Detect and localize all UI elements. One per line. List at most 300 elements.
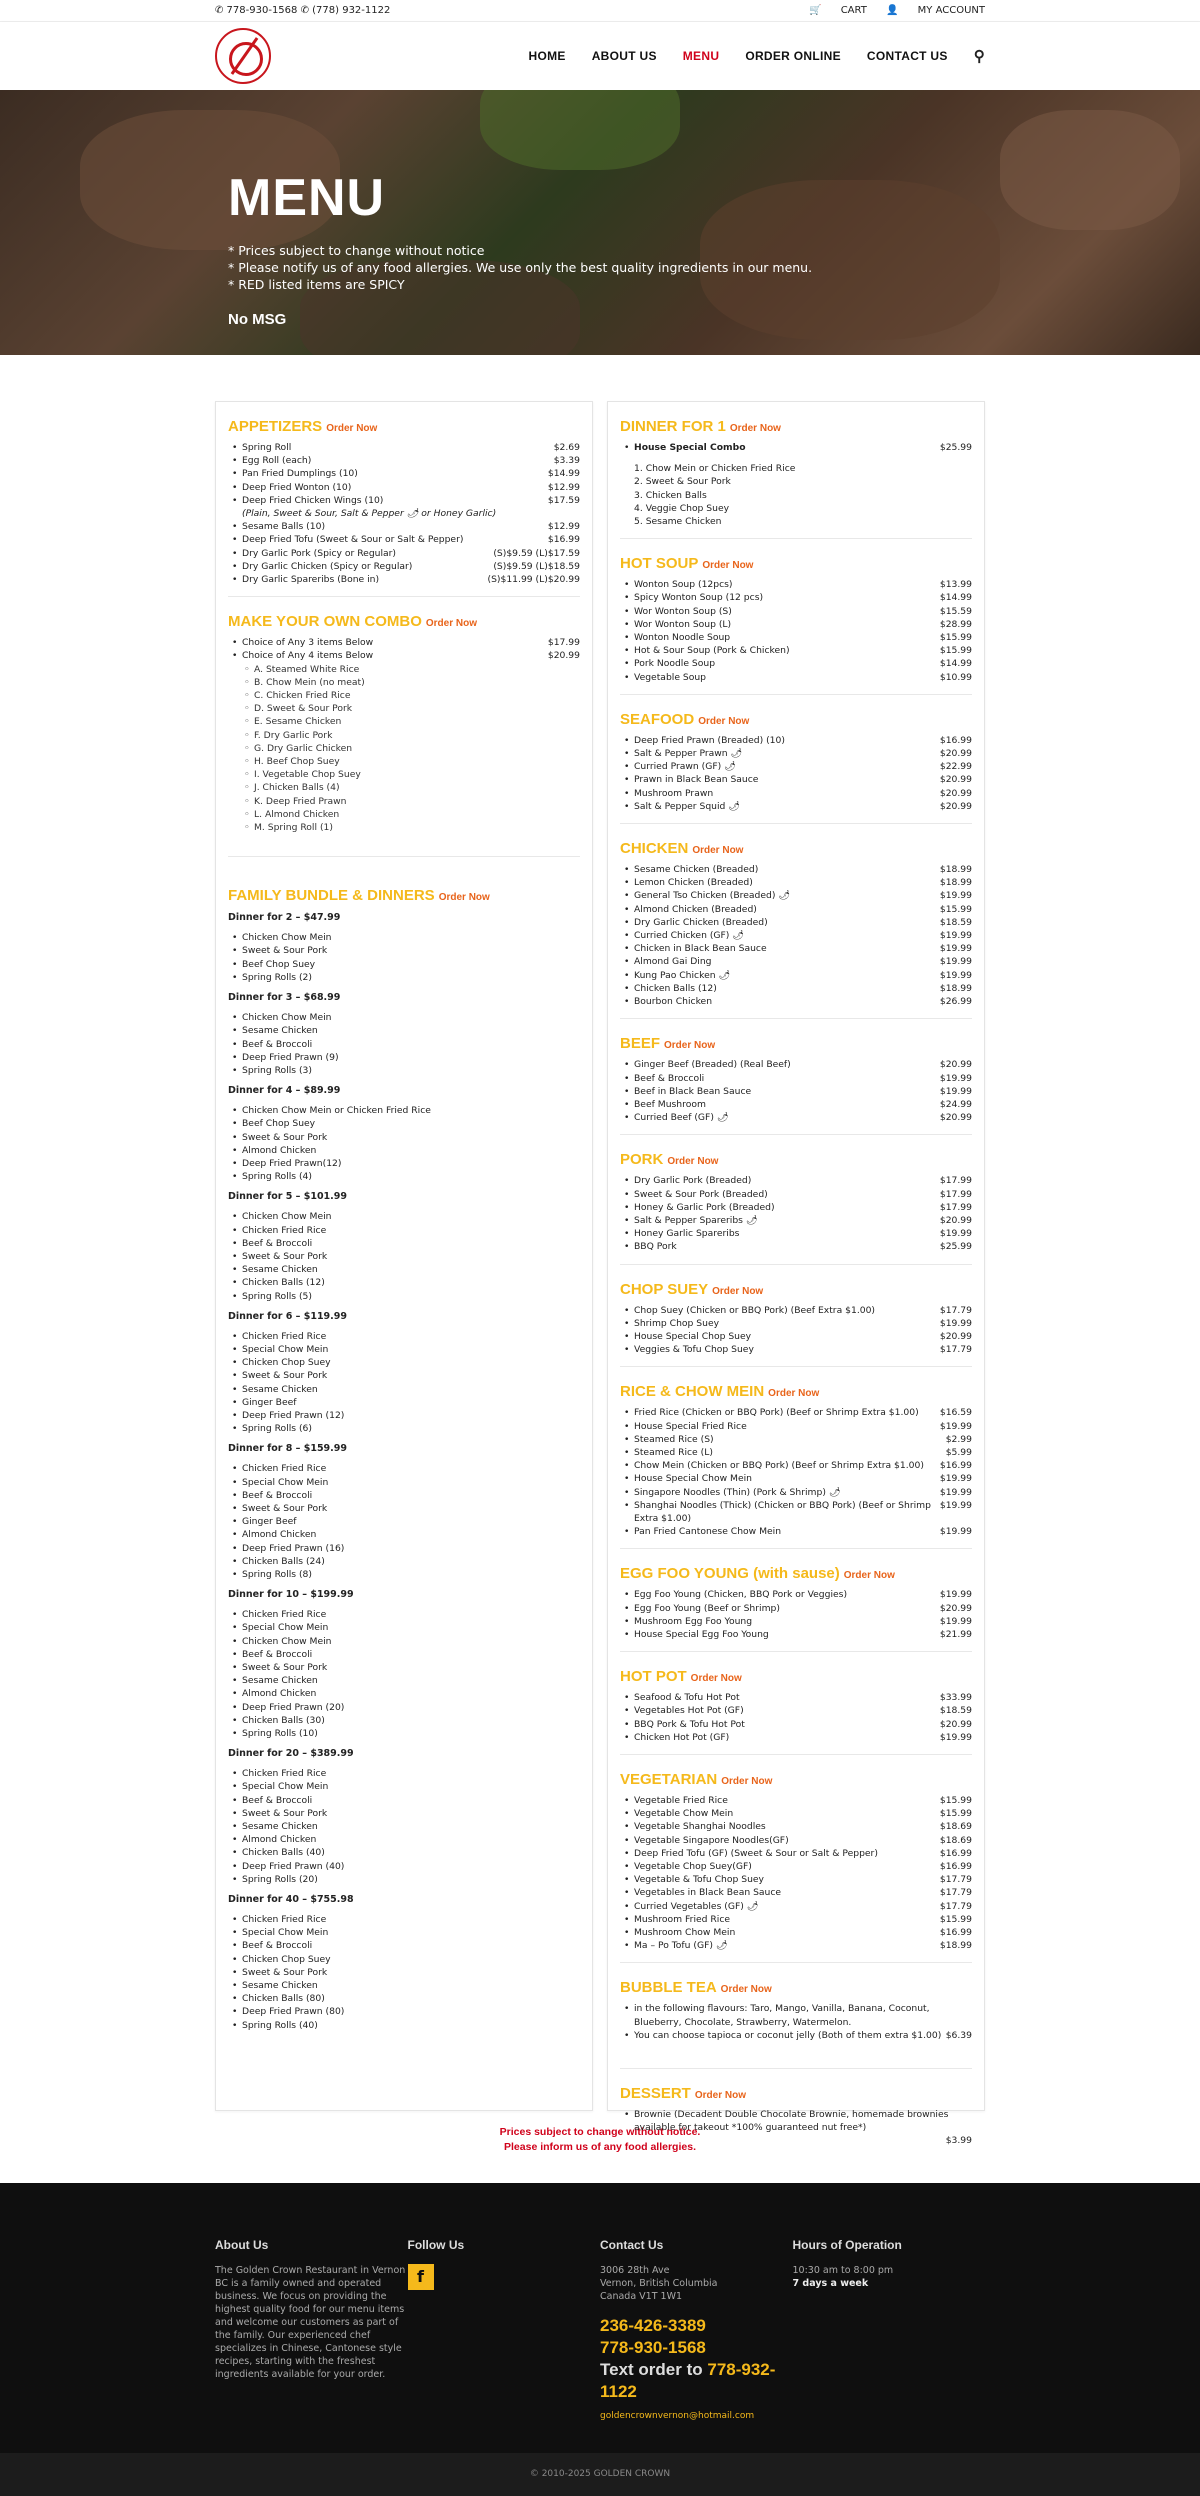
dinner-item: [228, 1542, 580, 1555]
item-name: • Salt & Pepper Spareribs 🌶: [634, 1214, 758, 1226]
combo-choice: [228, 702, 580, 715]
combo-choice: [228, 755, 580, 768]
dinner-item: [228, 1104, 580, 1117]
menu-item: [228, 494, 580, 507]
combo-choice: [228, 808, 580, 821]
dinner-items: [228, 1330, 580, 1436]
dinner-item: [228, 1979, 580, 1992]
menu-item: [620, 2108, 972, 2134]
dinner-item: [228, 1820, 580, 1833]
dinner-items: [228, 1210, 580, 1302]
dinner-item-name: • Sweet & Sour Pork: [242, 1502, 328, 1514]
menu-item: [620, 657, 972, 670]
order-now-link[interactable]: Order Now: [692, 845, 744, 857]
dinner-item: [228, 1860, 580, 1873]
item-name: • Vegetable Chow Mein: [634, 1808, 734, 1820]
order-now-link[interactable]: Order Now: [729, 423, 781, 434]
item-price: $20.99: [939, 1112, 972, 1124]
phone-1[interactable]: 236-426-3389: [600, 2316, 706, 2335]
dinner-item-name: • Beef & Broccoli: [242, 1940, 313, 1952]
item-price: $18.59: [939, 916, 972, 928]
item-price: $16.99: [939, 1861, 972, 1873]
item-name: • Chow Mein (Chicken or BBQ Pork) (Beef or Shrimp Extra $1.00): [634, 1460, 924, 1472]
item-name: • Mushroom Chow Mein: [634, 1927, 736, 1939]
dinner-item: [228, 1873, 580, 1886]
item-name: • House Special Combo: [634, 442, 746, 453]
order-now-link[interactable]: Order Now: [326, 423, 378, 434]
order-now-link[interactable]: Order Now: [720, 1984, 772, 1996]
menu-item: [620, 618, 972, 631]
nav-about[interactable]: ABOUT US: [591, 49, 657, 63]
item-name: • Dry Garlic Chicken (Breaded): [634, 916, 768, 928]
section-heading: [620, 1281, 972, 1298]
warning-line-1: Prices subject to change without notice.: [499, 2126, 701, 2138]
choice-label: ◦ J. Chicken Balls (4): [254, 782, 340, 794]
item-name: • in the following flavours: Taro, Mango, Vanilla, Banana, Coconut, Blueberry, Chocolate, Strawberry, Watermelon.: [634, 2003, 930, 2028]
item-name: • Chicken Balls (12): [634, 982, 717, 994]
no-msg-label: No MSG: [228, 311, 287, 328]
dinner-item: [228, 1131, 580, 1144]
item-price: $17.99: [939, 1201, 972, 1213]
item-name: • Kung Pao Chicken 🌶: [634, 969, 731, 981]
allergy-warning: [0, 2125, 1200, 2155]
item-price: $26.99: [939, 996, 972, 1008]
menu-item: [620, 1111, 972, 1124]
dinner-item-name: • Chicken Fried Rice: [242, 1609, 327, 1621]
dinner-item-name: • Special Chow Mein: [242, 1927, 329, 1939]
menu-item: [620, 734, 972, 747]
combo-choice: [228, 795, 580, 808]
numbered-item: 4. Veggie Chop Suey: [634, 502, 730, 514]
menu-item: [620, 1900, 972, 1913]
menu-item: [228, 467, 580, 480]
menu-item: [228, 520, 580, 533]
item-name: • Bourbon Chicken: [634, 996, 713, 1008]
phone-2[interactable]: 778-930-1568: [600, 2338, 706, 2357]
address-line-1: 3006 28th Ave: [600, 2265, 670, 2276]
section-heading: [228, 418, 580, 435]
dinner-item: [228, 1939, 580, 1952]
menu-item: [620, 1072, 972, 1085]
dinner-item-name: • Spring Rolls (20): [242, 1873, 318, 1885]
section-heading: [228, 613, 580, 630]
dinner-item-name: • Spring Rolls (2): [242, 971, 312, 983]
menu-item: [620, 1174, 972, 1187]
item-price: $17.79: [939, 1887, 972, 1899]
dinner-item-name: • Spring Rolls (3): [242, 1064, 312, 1076]
dinner-items: [228, 1011, 580, 1077]
dinner-item: [228, 1024, 580, 1037]
item-price: $20.99: [939, 1718, 972, 1730]
numbered-item-name: Veggie Chop Suey: [645, 502, 730, 514]
item-price: $10.99: [939, 671, 972, 683]
dinner-item: [228, 1396, 580, 1409]
section-heading: [620, 1771, 972, 1788]
item-price: $16.59: [939, 1407, 972, 1419]
order-now-link[interactable]: Order Now: [664, 1040, 716, 1052]
dinner-item: [228, 1290, 580, 1303]
restaurant-logo[interactable]: [215, 28, 271, 84]
dinner-item: [228, 1555, 580, 1568]
item-name: • Dry Garlic Pork (Breaded): [634, 1175, 752, 1187]
section-title: VEGETARIAN: [620, 1771, 718, 1788]
account-link[interactable]: 👤 MY ACCOUNT: [886, 5, 985, 16]
search-icon[interactable]: ⚲: [973, 48, 985, 65]
dinner-item: [228, 1846, 580, 1859]
menu-item: [620, 982, 972, 995]
menu-item: [620, 605, 972, 618]
item-name: • Seafood & Tofu Hot Pot: [634, 1692, 740, 1704]
nav-order-online[interactable]: ORDER ONLINE: [745, 49, 841, 63]
menu-item: [620, 995, 972, 1008]
item-name: • Deep Fried Tofu (GF) (Sweet & Sour or Salt & Pepper): [634, 1847, 878, 1859]
menu-section: [620, 2085, 972, 2158]
order-now-link[interactable]: Order Now: [702, 560, 754, 572]
dinner-item: [228, 1992, 580, 2005]
footer-about-heading: About Us: [215, 2238, 269, 2252]
footer-hours: [793, 2238, 986, 2453]
item-price: $13.99: [939, 579, 972, 591]
item-name: • Deep Fried Tofu (Sweet & Sour or Salt & Pepper): [242, 534, 464, 546]
footer-about: [215, 2238, 408, 2453]
item-name: • Sesame Balls (10): [242, 521, 326, 533]
item-name: • Steamed Rice (L): [634, 1446, 713, 1458]
dinner-title: Dinner for 3 – $68.99: [228, 992, 341, 1004]
dinner-item: [228, 1038, 580, 1051]
menu-item: [620, 955, 972, 968]
choice-label: ◦ I. Vegetable Chop Suey: [254, 769, 361, 781]
dinner-item-name: • Special Chow Mein: [242, 1781, 329, 1793]
menu-item: [620, 1886, 972, 1899]
address-line-3: Canada V1T 1W1: [600, 2291, 683, 2302]
dinner-item-name: • Deep Fried Prawn (40): [242, 1860, 345, 1872]
numbered-item: 5. Sesame Chicken: [634, 516, 722, 528]
footer-follow-heading: Follow Us: [407, 2238, 465, 2252]
menu-item: [620, 1058, 972, 1071]
email-link[interactable]: goldencrownvernon@hotmail.com: [600, 2411, 755, 2421]
item-name: • Wonton Noodle Soup: [634, 632, 731, 644]
dinner-item-name: • Chicken Balls (30): [242, 1714, 325, 1726]
item-price: $19.99: [939, 1526, 972, 1538]
footer-contact: [600, 2238, 793, 2453]
item-price: $19.99: [939, 943, 972, 955]
menu-item: [228, 547, 580, 560]
item-name: • Almond Chicken (Breaded): [634, 903, 757, 915]
combo-choice: [228, 781, 580, 794]
order-now-link[interactable]: Order Now: [667, 1156, 719, 1168]
dinner-item-name: • Ginger Beef: [242, 1396, 297, 1408]
hours-time: 10:30 am to 8:00 pm: [792, 2265, 894, 2276]
footer: [0, 2183, 1200, 2453]
item-price: $19.99: [939, 1486, 972, 1498]
item-name: • Sesame Chicken (Breaded): [634, 864, 759, 876]
dinner-item-name: • Chicken Fried Rice: [242, 1330, 327, 1342]
dinner-item: [228, 1117, 580, 1130]
section-title: FAMILY BUNDLE & DINNERS: [228, 887, 435, 905]
menu-item: [620, 1602, 972, 1615]
menu-item: [228, 454, 580, 467]
item-name: • Vegetable Singapore Noodles(GF): [634, 1834, 789, 1846]
dinner-item-name: • Spring Rolls (8): [242, 1569, 312, 1580]
dinner-item: [228, 1369, 580, 1382]
phone-3[interactable]: 778-932-1122: [600, 2360, 776, 2401]
copyright-bar: [0, 2453, 1200, 2496]
menu-item: [620, 1588, 972, 1601]
section-heading: [620, 1668, 972, 1685]
dinner-item-name: • Special Chow Mein: [242, 1476, 329, 1488]
nav-links: [502, 47, 985, 65]
item-price: $20.99: [939, 800, 972, 812]
hero-note-2: * Please notify us of any food allergies. We use only the best quality ingredients in our menu.: [228, 260, 813, 275]
item-price: $19.99: [939, 969, 972, 981]
item-name: • Ginger Beef (Breaded) (Real Beef): [634, 1059, 791, 1071]
numbered-item-name: Sesame Chicken: [645, 516, 722, 528]
order-now-link[interactable]: Order Now: [768, 1388, 820, 1400]
nav-menu[interactable]: MENU: [682, 49, 720, 63]
item-price: $16.99: [939, 734, 972, 746]
menu-item: [620, 1446, 972, 1459]
dinner-item: [228, 1635, 580, 1648]
item-price: $17.99: [547, 637, 580, 649]
item-name: • Dry Garlic Pork (Spicy or Regular): [242, 547, 397, 559]
dinner-title: Dinner for 6 – $119.99: [228, 1310, 348, 1322]
section-title: DINNER FOR 1: [620, 418, 726, 435]
menu-item: [620, 1691, 972, 1704]
menu-section: [620, 1668, 972, 1755]
item-name: • Vegetable Soup: [634, 671, 707, 683]
dinner-item: [228, 1462, 580, 1475]
item-price: $20.99: [939, 1214, 972, 1226]
dinner-item-name: • Beef & Broccoli: [242, 1237, 313, 1249]
item-price: $15.99: [939, 1913, 972, 1925]
dinner-title: Dinner for 2 – $47.99: [228, 912, 341, 924]
menu-section: [620, 840, 972, 1019]
item-price: $20.99: [939, 774, 972, 786]
menu-item: [620, 1459, 972, 1472]
item-name: • Mushroom Fried Rice: [634, 1913, 731, 1925]
numbered-item-name: Chow Mein or Chicken Fried Rice: [645, 463, 796, 475]
menu-item: [620, 1472, 972, 1485]
order-now-link[interactable]: Order Now: [438, 892, 490, 904]
section-title: HOT SOUP: [620, 555, 699, 573]
dinner-item: [228, 971, 580, 984]
menu-item: [620, 1420, 972, 1433]
item-name: • Vegetable & Tofu Chop Suey: [634, 1874, 764, 1886]
menu-item: [620, 1834, 972, 1847]
dinner-item-name: • Almond Chicken: [242, 1834, 317, 1846]
text-order-line: [600, 2359, 793, 2403]
phone-numbers[interactable]: ✆ 778-930-1568 ✆ (778) 932-1122: [215, 5, 391, 16]
menu-item: [620, 1188, 972, 1201]
item-name: • Vegetable Fried Rice: [634, 1795, 728, 1806]
menu-item: [620, 1615, 972, 1628]
combo-choice: [228, 742, 580, 755]
item-name: • House Special Chop Suey: [634, 1330, 752, 1342]
item-price: $22.99: [939, 761, 972, 773]
dinner-item-name: • Chicken Balls (12): [242, 1277, 325, 1289]
item-price: $33.99: [939, 1692, 972, 1704]
menu-item: [620, 1873, 972, 1886]
item-price: $16.99: [939, 1847, 972, 1859]
dinner-item: [228, 1687, 580, 1700]
item-price: $16.99: [939, 1460, 972, 1472]
order-now-link[interactable]: Order Now: [721, 1776, 773, 1787]
item-price: $18.99: [939, 864, 972, 876]
dinner-title: Dinner for 20 – $389.99: [228, 1748, 354, 1760]
menu-section: [620, 1979, 972, 2069]
menu-item: [620, 2029, 972, 2042]
menu-item: [620, 1939, 972, 1952]
dinner-item-name: • Beef Chop Suey: [242, 958, 316, 970]
order-now-link[interactable]: Order Now: [425, 618, 478, 630]
menu-item: [620, 644, 972, 657]
section-heading: [620, 1565, 972, 1582]
numbered-item: 3. Chicken Balls: [634, 489, 707, 501]
menu-item: [620, 800, 972, 813]
cart-label[interactable]: CART: [840, 5, 867, 16]
dinner-item-name: • Chicken Balls (80): [242, 1993, 325, 2005]
menu-item: [228, 533, 580, 546]
dinner-item: [228, 1276, 580, 1289]
item-price: $19.99: [939, 1228, 972, 1240]
menu-item: [620, 787, 972, 800]
order-now-link[interactable]: Order Now: [690, 1673, 742, 1685]
item-price: $19.99: [939, 1420, 972, 1432]
dinner-title: Dinner for 8 – $159.99: [228, 1443, 348, 1455]
item-name: • You can choose tapioca or coconut jelly (Both of them extra $1.00): [634, 2029, 942, 2041]
dinner-item-name: • Sweet & Sour Pork: [242, 1250, 328, 1262]
menu-item: [620, 1240, 972, 1253]
menu-item: [620, 773, 972, 786]
dinner-item: [228, 958, 580, 971]
item-name: • Dry Garlic Spareribs (Bone in): [242, 574, 380, 586]
section-heading: [620, 1151, 972, 1168]
item-price: $12.99: [547, 481, 580, 493]
item-price: $18.99: [939, 1940, 972, 1952]
combo-choice: [228, 729, 580, 742]
item-name: • Honey Garlic Spareribs: [634, 1228, 740, 1240]
menu-item: [620, 1860, 972, 1873]
section-title: EGG FOO YOUNG (with sause): [620, 1565, 840, 1583]
item-name: • Shanghai Noodles (Thick) (Chicken or BBQ Pork) (Beef or Shrimp Extra $1.00): [634, 1499, 931, 1524]
numbered-item: 1. Chow Mein or Chicken Fried Rice: [634, 463, 796, 475]
top-bar: [0, 0, 1200, 22]
cart-link[interactable]: 🛒 CART: [809, 5, 867, 16]
section-heading: [620, 1383, 972, 1400]
item-name: • Vegetables in Black Bean Sauce: [634, 1887, 782, 1899]
item-name: • Deep Fried Wonton (10): [242, 481, 352, 493]
dinner-item-name: • Beef & Broccoli: [242, 1489, 313, 1501]
dinner-item-name: • Beef Chop Suey: [242, 1118, 316, 1130]
item-name: • Chop Suey (Chicken or BBQ Pork) (Beef Extra $1.00): [634, 1304, 876, 1316]
dinner-item-name: • Chicken Chop Suey: [242, 1357, 331, 1369]
dinner-items: [228, 1913, 580, 2032]
order-now-link[interactable]: Order Now: [694, 2090, 746, 2102]
dinner-item: [228, 1661, 580, 1674]
text-order-label: Text order to: [600, 2360, 703, 2379]
dinner-item: [228, 1926, 580, 1939]
menu-item: [620, 1525, 972, 1538]
item-name: • Egg Foo Young (Chicken, BBQ Pork or Veggies): [634, 1589, 848, 1601]
dinner-item-name: • Sesame Chicken: [242, 1980, 318, 1992]
menu-section: [620, 711, 972, 824]
menu-item: [620, 1317, 972, 1330]
dinner-item-name: • Spring Rolls (40): [242, 2019, 318, 2031]
account-label[interactable]: MY ACCOUNT: [917, 5, 985, 16]
nav-contact[interactable]: CONTACT US: [866, 49, 948, 63]
dinner-item-name: • Chicken Fried Rice: [242, 1768, 327, 1780]
order-now-link[interactable]: Order Now: [698, 715, 750, 727]
warning-line-2: Please inform us of any food allergies.: [504, 2141, 696, 2153]
item-price: $5.99: [945, 1446, 972, 1458]
order-now-link[interactable]: Order Now: [843, 1570, 895, 1582]
menu-section: [620, 1383, 972, 1549]
dinner-title: Dinner for 10 – $199.99: [228, 1589, 354, 1601]
menu-item: [620, 1820, 972, 1833]
combo-choice: [228, 676, 580, 689]
item-name: • Egg Roll (each): [242, 455, 312, 467]
menu-item: [620, 1807, 972, 1820]
item-name: • Deep Fried Prawn (Breaded) (10): [634, 734, 785, 746]
dessert-price: $3.99: [945, 2135, 972, 2147]
dinner-item: [228, 1727, 580, 1740]
menu-item: [620, 863, 972, 876]
menu-item: [620, 903, 972, 916]
dinner-item: [228, 1409, 580, 1422]
dinner-item: [228, 1780, 580, 1793]
item-price: $3.39: [553, 455, 580, 467]
item-name: • Shrimp Chop Suey: [634, 1317, 720, 1329]
item-price: $16.99: [547, 534, 580, 546]
dinner-item: [228, 1011, 580, 1024]
top-links: [793, 5, 985, 16]
menu-item: [620, 1201, 972, 1214]
item-price: $15.99: [939, 645, 972, 657]
footer-hours-heading: Hours of Operation: [792, 2238, 902, 2252]
menu-item: [620, 671, 972, 684]
dinner-item-name: • Sweet & Sour Pork: [242, 1662, 328, 1674]
order-now-link[interactable]: Order Now: [712, 1285, 764, 1297]
item-name: • Sweet & Sour Pork (Breaded): [634, 1188, 768, 1200]
dinner-item-name: • Ginger Beef: [242, 1516, 297, 1528]
item-name: • Veggies & Tofu Chop Suey: [634, 1344, 754, 1356]
section-title: APPETIZERS: [228, 418, 323, 435]
item-price: $2.69: [553, 442, 580, 453]
item-name: • Vegetables Hot Pot (GF): [634, 1705, 744, 1717]
dinner-title: Dinner for 4 – $89.99: [228, 1085, 341, 1097]
item-name: • Beef in Black Bean Sauce: [634, 1085, 752, 1097]
menu-item: [620, 441, 972, 454]
item-name: • General Tso Chicken (Breaded) 🌶: [634, 890, 791, 902]
dinner-item-name: • Sesame Chicken: [242, 1821, 318, 1833]
item-price: $19.99: [939, 1317, 972, 1329]
facebook-icon[interactable]: f: [408, 2264, 434, 2290]
item-price: $14.99: [939, 658, 972, 670]
dessert-price-row: [620, 2134, 972, 2147]
dinner-item-name: • Chicken Chow Mein: [242, 1012, 332, 1024]
item-name: • Lemon Chicken (Breaded): [634, 877, 753, 889]
section-heading: [620, 1979, 972, 1996]
section-heading: [620, 840, 972, 857]
combo-section: [228, 613, 580, 857]
item-name: • Fried Rice (Chicken or BBQ Pork) (Beef or Shrimp Extra $1.00): [634, 1407, 919, 1419]
dinner-item: [228, 1502, 580, 1515]
dinner-item: [228, 2005, 580, 2018]
nav-home[interactable]: HOME: [528, 49, 566, 63]
section-title: BUBBLE TEA: [620, 1979, 717, 1997]
item-name: • Mushroom Prawn: [634, 787, 714, 799]
dinner-item-name: • Spring Rolls (4): [242, 1171, 312, 1183]
